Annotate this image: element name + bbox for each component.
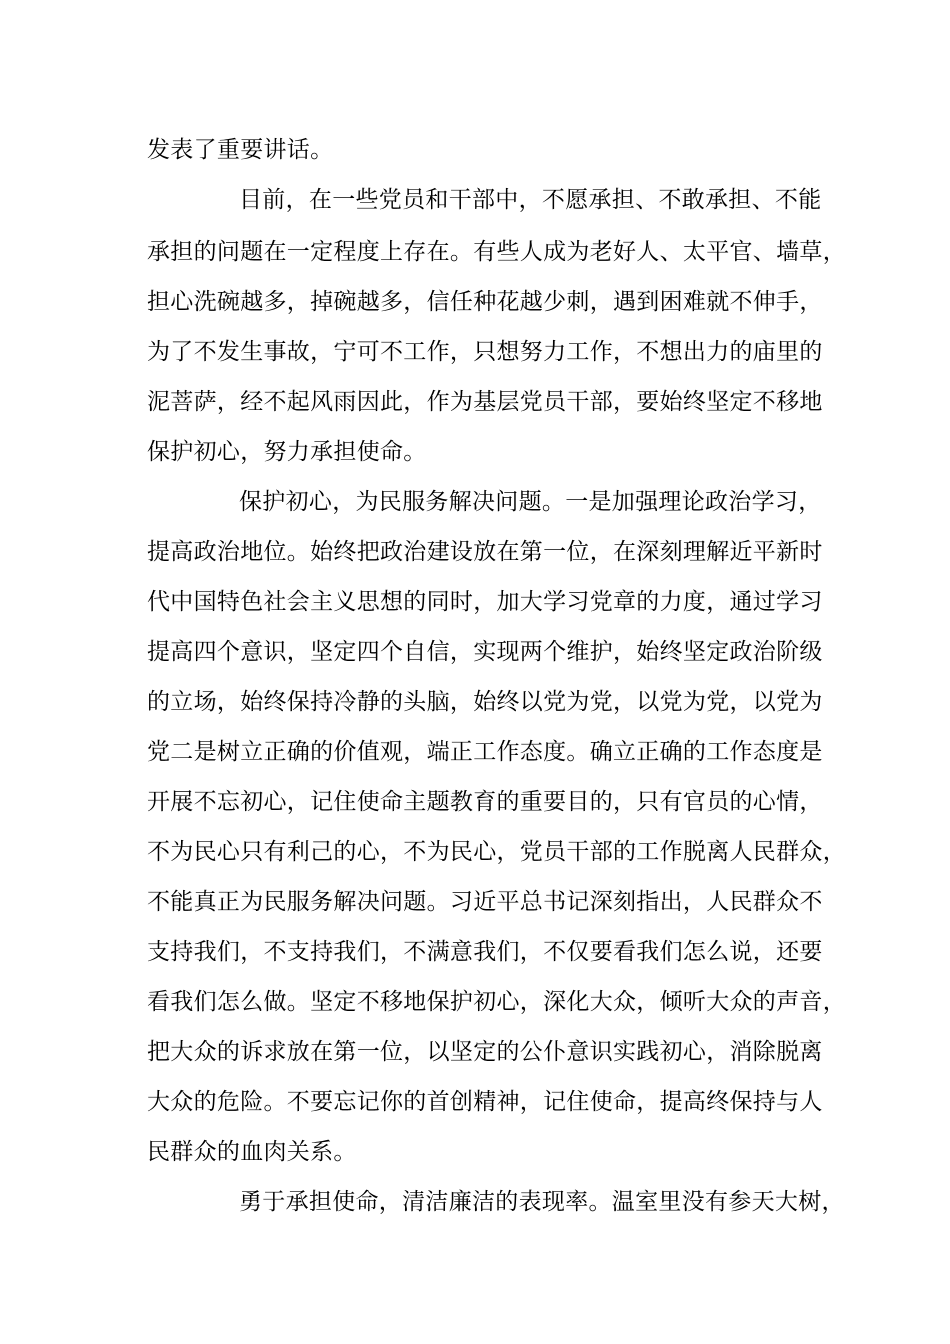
text-line: 不能真正为民服务解决问题。习近平总书记深刻指出，人民群众不 [147, 889, 823, 915]
text-line: 提高四个意识，坚定四个自信，实现两个维护，始终坚定政治阶级 [147, 639, 823, 665]
text-line: 承担的问题在一定程度上存在。有些人成为老好人、太平官、墙草， [147, 239, 846, 265]
text-line: 民群众的血肉关系。 [147, 1139, 357, 1165]
text-line: 党二是树立正确的价值观，端正工作态度。确立正确的工作态度是 [147, 739, 823, 765]
text-line: 担心洗碗越多，掉碗越多，信任种花越少刺，遇到困难就不伸手， [147, 289, 823, 315]
paragraph-start-line: 保护初心，为民服务解决问题。一是加强理论政治学习， [239, 489, 822, 515]
text-line: 代中国特色社会主义思想的同时，加大学习党章的力度，通过学习 [147, 589, 823, 615]
text-line: 保护初心，努力承担使命。 [147, 439, 427, 465]
text-line: 大众的危险。不要忘记你的首创精神，记住使命，提高终保持与人 [147, 1089, 823, 1115]
paragraph-start-line: 勇于承担使命，清洁廉洁的表现率。温室里没有参天大树， [239, 1189, 845, 1215]
text-line: 泥菩萨，经不起风雨因此，作为基层党员干部，要始终坚定不移地 [147, 389, 823, 415]
text-line: 看我们怎么做。坚定不移地保护初心，深化大众，倾听大众的声音， [147, 989, 846, 1015]
text-line: 发表了重要讲话。 [147, 137, 334, 163]
text-line: 为了不发生事故，宁可不工作，只想努力工作，不想出力的庙里的 [147, 339, 823, 365]
text-line: 支持我们，不支持我们，不满意我们，不仅要看我们怎么说，还要 [147, 939, 823, 965]
text-line: 的立场，始终保持冷静的头脑，始终以党为党，以党为党，以党为 [147, 689, 823, 715]
text-line: 不为民心只有利己的心，不为民心，党员干部的工作脱离人民群众， [147, 839, 846, 865]
text-line: 开展不忘初心，记住使命主题教育的重要目的，只有官员的心情， [147, 789, 823, 815]
text-line: 把大众的诉求放在第一位，以坚定的公仆意识实践初心，消除脱离 [147, 1039, 823, 1065]
paragraph-start-line: 目前，在一些党员和干部中，不愿承担、不敢承担、不能 [239, 187, 822, 213]
text-line: 提高政治地位。始终把政治建设放在第一位，在深刻理解近平新时 [147, 539, 823, 565]
